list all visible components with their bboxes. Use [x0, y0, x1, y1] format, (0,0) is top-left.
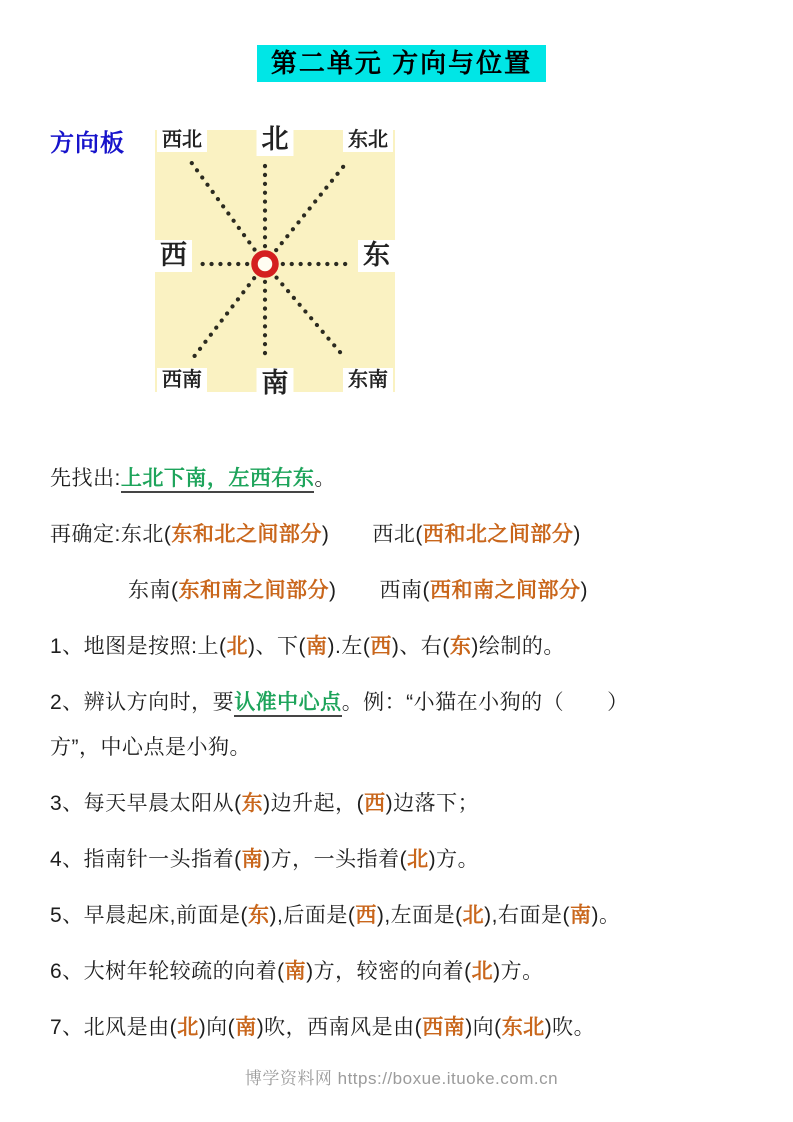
- list-item-4: [50, 837, 753, 882]
- compass-center-ring: [255, 254, 276, 275]
- list-item-5: [50, 893, 753, 938]
- text-segment: 西: [355, 904, 377, 927]
- text-segment: ): [580, 579, 588, 602]
- text-segment: 东北: [501, 1016, 545, 1039]
- list-item-2: [50, 680, 753, 770]
- text-segment: ),左面是(: [376, 904, 463, 927]
- compass-label-southeast: 东南: [343, 368, 393, 392]
- text-segment: 南: [241, 848, 264, 871]
- list-item-1: [50, 624, 753, 669]
- text-segment: )。: [591, 904, 621, 927]
- text-segment: ) 西南(: [329, 579, 430, 602]
- compass-label-south: 南: [257, 368, 294, 400]
- text-segment: 上北下南，左西右东: [121, 467, 315, 493]
- text-segment: 东: [241, 792, 264, 815]
- text-segment: 北: [407, 848, 429, 871]
- list-item-3: [50, 781, 753, 826]
- text-segment: 先找出:: [50, 467, 121, 490]
- text-segment: )吹。: [544, 1016, 596, 1039]
- text-segment: 北: [177, 1016, 199, 1039]
- text-segment: 再确定:东北(: [50, 523, 172, 546]
- text-segment: ): [573, 523, 581, 546]
- list-item-7: [50, 1005, 753, 1050]
- text-segment: 西南: [422, 1016, 466, 1039]
- text-segment: 7、北风是由(: [50, 1016, 178, 1039]
- find-first-line: [50, 456, 753, 501]
- compass-label-east: 东: [358, 240, 395, 272]
- text-segment: 认准中心点: [234, 691, 342, 717]
- title-row: [50, 0, 753, 82]
- text-segment: 北: [462, 904, 485, 927]
- text-segment: )绘制的。: [471, 635, 565, 658]
- text-segment: )方，一头指着(: [263, 848, 408, 871]
- text-segment: 5、早晨起床,前面是(: [50, 904, 249, 927]
- text-segment: 1、地图是按照:上(: [50, 635, 227, 658]
- text-segment: )边落下；: [385, 792, 480, 815]
- text-segment: )方，较密的向着(: [306, 960, 472, 983]
- text-segment: 3、每天早晨太阳从(: [50, 792, 242, 815]
- ray-southeast: [265, 264, 345, 358]
- text-segment: 西和北之间部分: [422, 523, 574, 546]
- text-segment: 东和北之间部分: [171, 523, 322, 546]
- list-item-6: [50, 949, 753, 994]
- ray-northeast: [265, 162, 347, 264]
- text-segment: 东南(: [128, 579, 179, 602]
- confirm-line-1: [50, 512, 753, 557]
- text-segment: 北: [471, 960, 494, 983]
- direction-board-section: [50, 118, 753, 414]
- text-segment: )方。: [493, 960, 544, 983]
- text-segment: 东: [449, 635, 472, 658]
- text-segment: )边升起，(: [263, 792, 365, 815]
- text-segment: 2、辨认方向时，要: [50, 691, 235, 714]
- compass-label-west: 西: [155, 240, 192, 272]
- ray-southwest: [193, 264, 265, 358]
- text-segment: ),后面是(: [269, 904, 356, 927]
- text-segment: 北: [226, 635, 249, 658]
- footer-watermark: 博学资料网 https://boxue.ituoke.com.cn: [244, 1069, 559, 1088]
- text-segment: 南: [284, 960, 307, 983]
- text-segment: 南: [570, 904, 592, 927]
- compass-label-southwest: 西南: [157, 368, 207, 392]
- ray-northwest: [191, 162, 265, 264]
- text-segment: 南: [306, 635, 328, 658]
- page-title: 第二单元 方向与位置: [257, 45, 546, 82]
- text-segment: )、右(: [391, 635, 450, 658]
- text-segment: )、下(: [248, 635, 307, 658]
- text-segment: 方”，中心点是小狗。: [50, 736, 251, 759]
- text-segment: 西: [370, 635, 392, 658]
- compass-label-northeast: 东北: [343, 128, 393, 152]
- text-segment: )方。: [428, 848, 480, 871]
- text-segment: 西和南之间部分: [430, 579, 581, 602]
- text-segment: 西: [364, 792, 386, 815]
- text-segment: ).左(: [327, 635, 371, 658]
- text-segment: 6、大树年轮较疏的向着(: [50, 960, 285, 983]
- text-segment: 南: [235, 1016, 257, 1039]
- text-segment: 4、指南针一头指着(: [50, 848, 242, 871]
- section-heading: 方向板: [50, 130, 125, 157]
- text-segment: 东和南之间部分: [178, 579, 329, 602]
- text-segment: ) 西北(: [321, 523, 423, 546]
- compass-label-north: 北: [257, 124, 294, 156]
- confirm-line-2: [50, 568, 753, 613]
- compass-label-northwest: 西北: [157, 128, 207, 152]
- text-segment: 东: [248, 904, 270, 927]
- text-segment: )向(: [465, 1016, 502, 1039]
- compass-diagram: [155, 124, 395, 399]
- text-segment: 。例：“小猫在小狗的（ ）: [341, 691, 629, 714]
- text-segment: )吹，西南风是由(: [256, 1016, 423, 1039]
- text-segment: 。: [314, 467, 336, 490]
- text-segment: ),右面是(: [484, 904, 570, 927]
- text-segment: )向(: [198, 1016, 236, 1039]
